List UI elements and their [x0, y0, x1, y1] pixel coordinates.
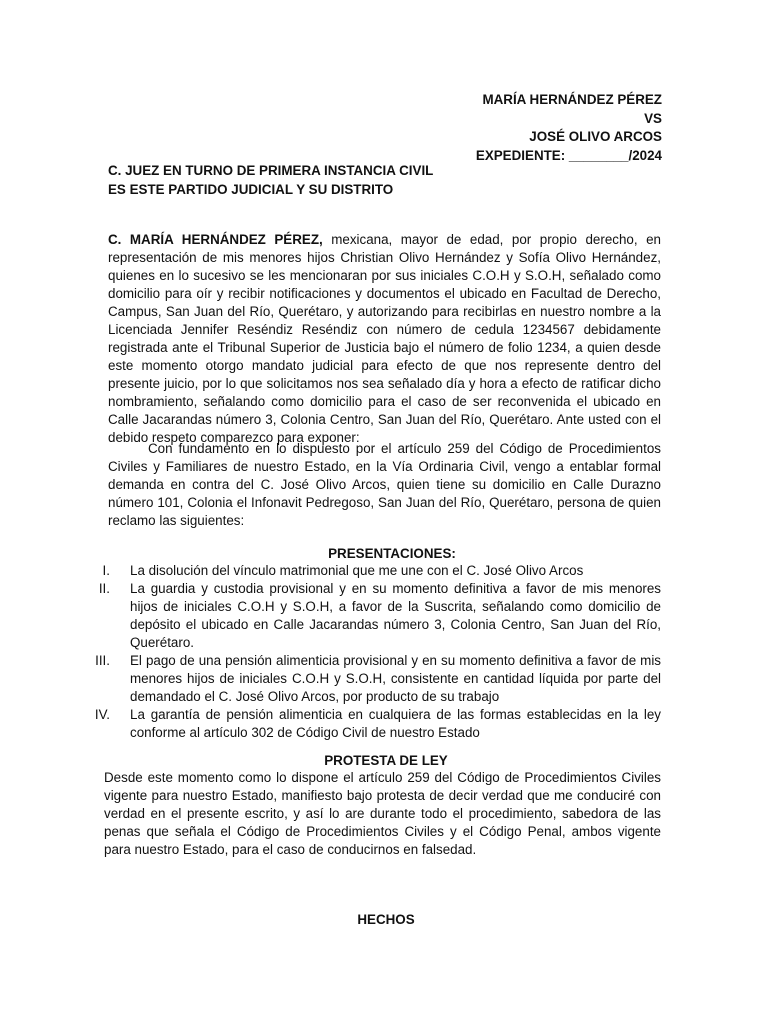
list-item-text: La disolución del vínculo matrimonial que me une con el C. José Olivo Arcos	[130, 563, 584, 578]
list-item-number: II.	[98, 581, 110, 596]
intro-party-name: C. MARÍA HERNÁNDEZ PÉREZ,	[108, 232, 323, 247]
list-item	[80, 562, 661, 580]
intro-paragraph	[108, 231, 661, 447]
list-item	[80, 580, 661, 652]
court-addressee	[108, 161, 433, 199]
defendant-name: JOSÉ OLIVO ARCOS	[529, 129, 662, 144]
case-caption	[476, 91, 662, 165]
legal-basis-text: Con fundamento en lo dispuesto por el artículo 259 del Código de Procedimientos Civiles y Familiares de nuestro Estado, en la Vía Ordinaria Civil, vengo a entablar formal demanda en contra del C. José Olivo Arcos, quien tiene su domicilio en Calle Durazno número 101, Colonia el Infonavit Pedregoso, San Juan del Río, Querétaro, persona de quien reclamo las siguientes:	[108, 441, 661, 528]
protest-heading: PROTESTA DE LEY	[324, 753, 448, 768]
list-item-text: La garantía de pensión alimenticia en cualquiera de las formas establecidas en la ley conforme al artículo 302 de Código Civil de nuestro Estado	[130, 707, 661, 740]
list-item-text: El pago de una pensión alimenticia provisional y en su momento definitiva a favor de mis menores hijos de iniciales C.O.H y S.O.H, consistente en cantidad líquida por parte del demandado el C. José Olivo Arcos, por producto de su trabajo	[130, 653, 661, 704]
list-item-number: III.	[95, 653, 110, 668]
case-number: EXPEDIENTE: ________/2024	[475, 147, 662, 163]
intro-text: mexicana, mayor de edad, por propio derecho, en representación de mis menores hijos Christian Olivo Hernández y Sofía Olivo Hernández, quienes en lo sucesivo se les mencionaran por sus iniciales C.O.H y S.O.H, señalado como domicilio para oír y recibir notificaciones y documentos el ubicado en Facultad de Derecho, Campus, San Juan del Río, Querétaro, y autorizando para recibirlas en nuestro nombre a la Licenciada Jennifer Reséndiz Reséndiz con número de cedula 1234567 debidamente registrada ante el Tribunal Superior de Justicia bajo el número de folio 1234, a quien desde este momento otorgo mandato judicial para efecto de que nos represente dentro del presente juicio, por lo que solicitamos nos sea señalado día y hora a efecto de ratificar dicho nombramiento, señalando como domicilio para el caso de ser reconvenida el ubicado en Calle Jacarandas número 3, Colonia Centro, San Juan del Río, Querétaro. Ante usted con el debido respeto comparezco para exponer:	[108, 232, 662, 445]
plaintiff-name: MARÍA HERNÁNDEZ PÉREZ	[482, 92, 662, 107]
addressee-line-1: C. JUEZ EN TURNO DE PRIMERA INSTANCIA CIVIL	[108, 163, 434, 178]
list-item-number: IV.	[94, 707, 110, 722]
list-item-number: I.	[102, 563, 110, 578]
list-item	[80, 652, 661, 706]
versus-label: VS	[644, 110, 662, 126]
presentations-list	[80, 562, 661, 742]
addressee-line-2: ES ESTE PARTIDO JUDICIAL Y SU DISTRITO	[108, 182, 394, 197]
legal-basis-paragraph	[108, 440, 661, 530]
presentations-heading: PRESENTACIONES:	[328, 546, 456, 561]
protest-paragraph: Desde este momento como lo dispone el artículo 259 del Código de Procedimientos Civiles vigente para nuestro Estado, manifiesto bajo protesta de decir verdad que me conduciré con verdad en el presente escrito, y así lo are durante todo el procedimiento, sabedora de las penas que señala el Código de Procedimientos Civiles y el Código Penal, ambos vigente para nuestro Estado, para el caso de conducirnos en falsedad.	[104, 770, 661, 857]
list-item	[80, 706, 661, 742]
list-item-text: La guardia y custodia provisional y en su momento definitiva a favor de mis menores hijos de iniciales C.O.H y S.O.H, a favor de la Suscrita, señalando como domicilio de depósito el ubicado en Calle Jacarandas número 3, Colonia Centro, San Juan del Río, Querétaro.	[130, 581, 661, 650]
facts-heading: HECHOS	[357, 912, 415, 927]
